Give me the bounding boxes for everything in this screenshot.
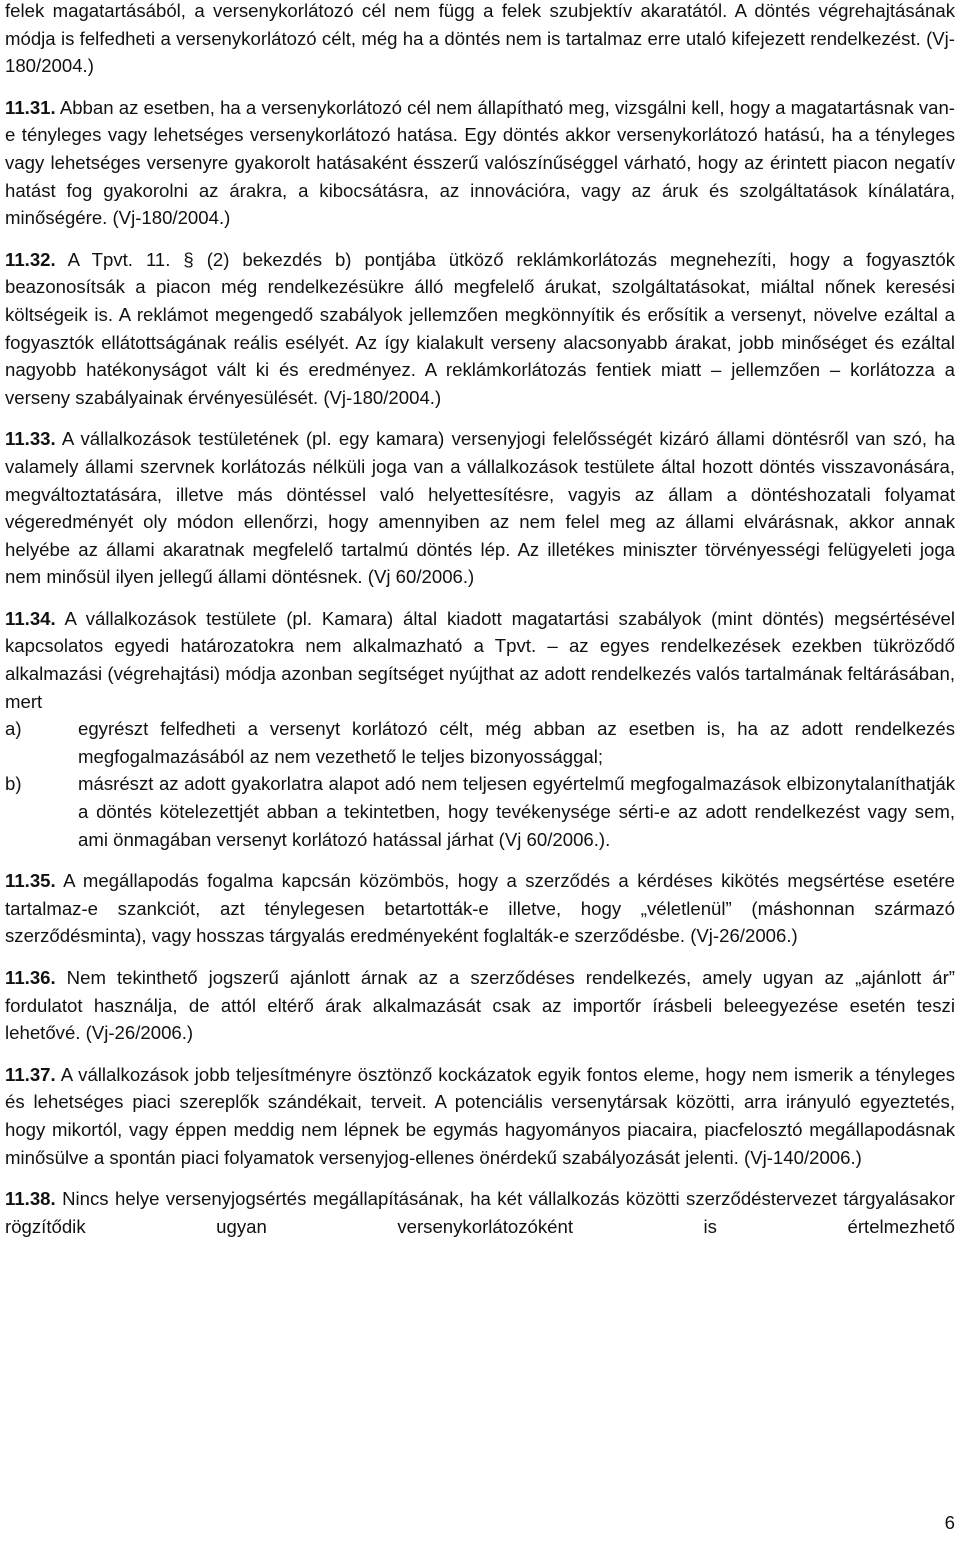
section-11-36 <box>5 964 955 1047</box>
section-11-32 <box>5 246 955 412</box>
section-text: Nincs helye versenyjogsértés megállapításának, ha két vállalkozás közötti szerződéstervezet tárgyalásakor rögzítődik ugyan versenykorlátozóként is értelmezhető <box>5 1188 955 1237</box>
section-text: A vállalkozások jobb teljesítményre ösztönző kockázatok egyik fontos eleme, hogy nem ismerik a tényleges és lehetséges piaci szereplők szándékait, terveit. A potenciális versenytársak közötti, arra irányuló egyeztetés, hogy mikortól, vagy éppen meddig nem lépnek be egymás hagyományos piacaira, piacfelosztó megállapodásnak minősülve a spontán piaci folyamatok versenyjog-ellenes önérdekű szabályozását jelenti. (Vj-140/2006.) <box>5 1063 955 1168</box>
section-11-33 <box>5 425 955 591</box>
section-text: Nem tekinthető jogszerű ajánlott árnak az a szerződéses rendelkezés, amely ugyan az „ajánlott ár” fordulatot használja, de attól eltérő árak alkalmazását csak az importőr írásbeli beleegyezése esetén teszi lehetővé. (Vj-26/2006.) <box>5 967 955 1044</box>
section-text: A vállalkozások testülete (pl. Kamara) által kiadott magatartási szabályok (mint döntés) megsértésével kapcsolatos egyedi határozatokra nem alkalmazható a Tpvt. – az egyes rendelkezések ezekben tükröződő alkalmazási (végrehajtási) módja azonban segítséget nyújthat az adott rendelkezés valós tartalmának feltárásában, mert <box>5 607 955 712</box>
section-11-37 <box>5 1061 955 1171</box>
section-number: 11.34. <box>5 607 56 629</box>
section-number: 11.32. <box>5 248 56 270</box>
section-text: A megállapodás fogalma kapcsán közömbös, hogy a szerződés a kérdéses kikötés megsértése esetére tartalmaz-e szankciót, azt ténylegesen betartották-e illetve, hogy „véletlenül” (máshonnan származó szerződésminta), vagy hosszas tárgyalás eredményeként foglalták-e szerződésbe. (Vj-26/2006.) <box>5 870 955 947</box>
section-text: A vállalkozások testületének (pl. egy kamara) versenyjogi felelősségét kizáró állami döntésről van szó, ha valamely állami szervnek korlátozás nélküli joga van a vállalkozások testülete által hozott döntés visszavonására, megváltoztatására, illetve más döntéssel való helyettesítésre, vagyis az állam a döntéshozatali folyamat végeredményét oly módon ellenőrzi, hogy amennyiben az nem felel meg az állami elvárásnak, akkor annak helyébe az állami akaratnak megfelelő tartalmú döntés lép. Az illetékes miniszter törvényességi felügyeleti joga nem minősül ilyen jellegű állami döntésnek. (Vj 60/2006.) <box>5 428 955 588</box>
section-text: A Tpvt. 11. § (2) bekezdés b) pontjába ütköző reklámkorlátozás megnehezíti, hogy a fogyasztók beazonosítsák a piacon még rendelkezésükre álló megfelelő árukat, szolgáltatásokat, miáltal nőnek keresési költségeik is. A reklámot megengedő szabályok jellemzően megkönnyítik és erősítik a versenyt, növelve ezáltal a fogyasztók ellátottságának reális esélyét. Az így kialakult verseny alacsonyabb árakat, jobb minőséget és ezáltal nagyobb hatékonyságot vált ki és eredményez. A reklámkorlátozás fentiek miatt – jellemzően – korlátozza a verseny szabályainak érvényesülését. (Vj-180/2004.) <box>5 248 955 408</box>
section-11-35 <box>5 867 955 950</box>
section-number: 11.35. <box>5 870 56 892</box>
page-number: 6 <box>944 1512 955 1533</box>
section-11-34 <box>5 605 955 715</box>
document-page <box>5 0 955 1254</box>
list-item <box>5 715 955 770</box>
section-11-38 <box>5 1185 955 1240</box>
section-11-31 <box>5 94 955 232</box>
section-number: 11.33. <box>5 428 56 450</box>
intro-paragraph: felek magatartásából, a versenykorlátozó cél nem függ a felek szubjektív akaratától. A döntés végrehajtásának módja is felfedheti a versenykorlátozó célt, még ha a döntés nem is tartalmaz erre utaló kifejezett rendelkezést. (Vj-180/2004.) <box>5 0 955 77</box>
section-number: 11.38. <box>5 1188 56 1210</box>
list-item <box>5 770 955 853</box>
list-item-text: egyrészt felfedheti a versenyt korlátozó célt, még abban az esetben is, ha az adott rendelkezés megfogalmazásából az nem vezethető le teljes bizonyossággal; <box>78 718 955 767</box>
section-number: 11.36. <box>5 967 56 988</box>
section-number: 11.31. <box>5 96 56 118</box>
list-item-text: másrészt az adott gyakorlatra alapot adó nem teljesen egyértelmű megfogalmazások elbizonytalaníthatják a döntés kötelezettjét abban a tekintetben, hogy tevékenysége sérti-e az adott rendelkezést vagy sem, ami önmagában versenyt korlátozó hatással járhat (Vj 60/2006.). <box>78 773 955 850</box>
section-11-34-list <box>5 715 955 853</box>
section-text: Abban az esetben, ha a versenykorlátozó cél nem állapítható meg, vizsgálni kell, hogy a magatartásnak van-e tényleges vagy lehetséges versenykorlátozó hatása. Egy döntés akkor versenykorlátozó hatású, ha a tényleges vagy lehetséges versenyre gyakorolt hatásaként ésszerű valószínűséggel várható, hogy az érintett piacon negatív hatást fog gyakorolni az árakra, a kibocsátásra, az innovációra, vagy az áruk és szolgáltatások kínálatára, minőségére. (Vj-180/2004.) <box>5 96 955 229</box>
list-marker: a) <box>5 718 22 740</box>
list-marker: b) <box>5 773 22 795</box>
section-number: 11.37. <box>5 1063 56 1085</box>
